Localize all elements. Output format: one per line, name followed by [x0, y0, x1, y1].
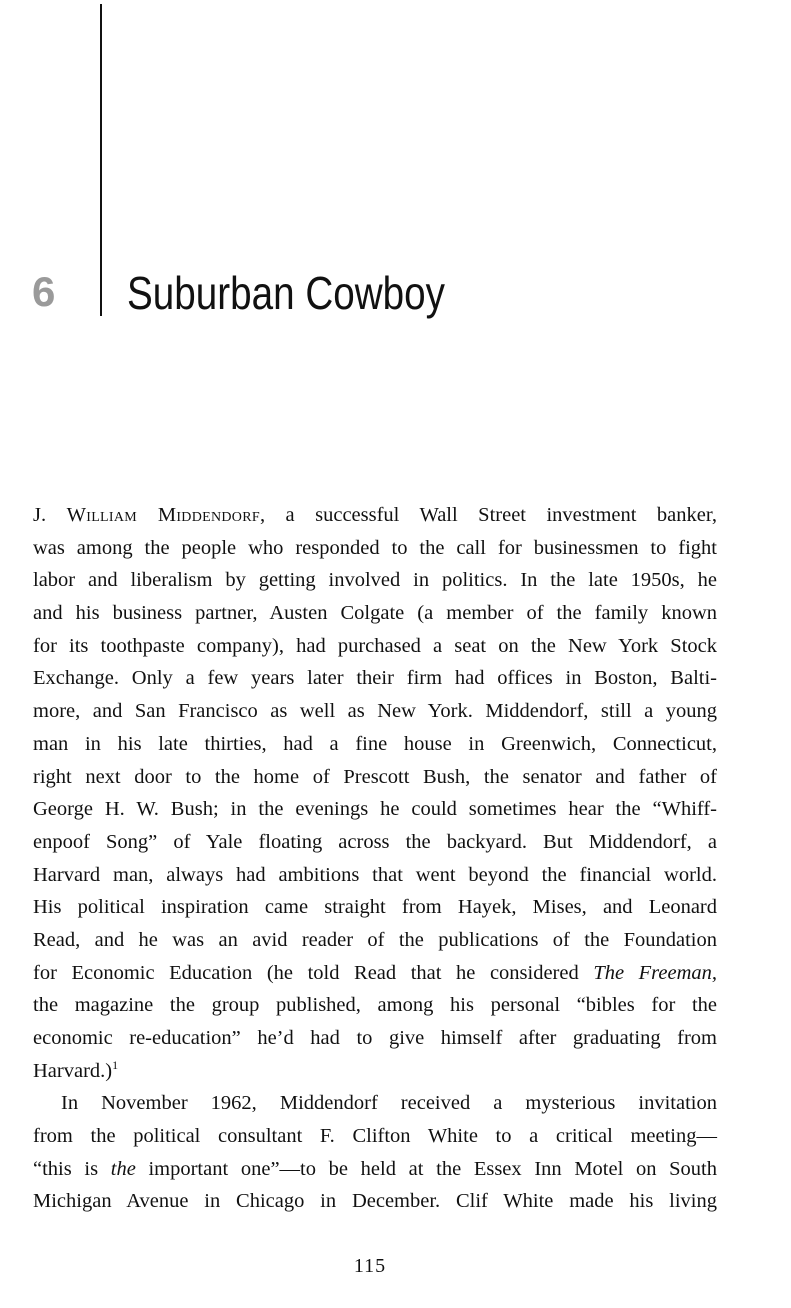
text-line: labor and liberalism by getting involved in politics. In the late 1950s, he — [33, 569, 717, 592]
text-line: for its toothpaste company), had purchased a seat on the New York Stock — [33, 634, 717, 657]
text-line: J. William Middendorf, a successful Wall Street investment banker, — [33, 504, 717, 526]
footnote-marker[interactable]: 1 — [112, 1057, 119, 1072]
text-line: was among the people who responded to the call for businessmen to fight — [33, 536, 717, 559]
body-text — [33, 499, 717, 1218]
lead-small-caps: William Middendorf — [66, 504, 260, 526]
text-line: In November 1962, Middendorf received a mysterious invitation — [61, 1092, 717, 1115]
chapter-rule — [100, 4, 102, 316]
text-line: George H. W. Bush; in the evenings he could sometimes hear the “Whiff- — [33, 798, 717, 821]
text-line: right next door to the home of Prescott Bush, the senator and father of — [33, 765, 717, 788]
emphasis-italic: the — [110, 1157, 136, 1180]
text-line: Read, and he was an avid reader of the publications of the Foundation — [33, 928, 717, 951]
book-title-italic: The Freeman, — [593, 961, 717, 984]
text-line: from the political consultant F. Clifton White to a critical meeting— — [33, 1125, 717, 1148]
text-line: for Economic Education (he told Read that he considered The Freeman, — [33, 961, 717, 984]
text-line: His political inspiration came straight from Hayek, Mises, and Leonard — [33, 896, 717, 919]
text-line: Michigan Avenue in Chicago in December. Clif White made his living — [33, 1190, 717, 1213]
chapter-title: Suburban Cowboy — [127, 267, 445, 319]
text-line: Harvard man, always had ambitions that went beyond the financial world. — [33, 863, 717, 886]
text-line: and his business partner, Austen Colgate (a member of the family known — [33, 602, 717, 625]
text-line: “this is the important one”—to be held at the Essex Inn Motel on South — [33, 1157, 717, 1180]
text-line: more, and San Francisco as well as New York. Middendorf, still a young — [33, 700, 717, 723]
text-line: economic re-education” he’d had to give himself after graduating from — [33, 1027, 717, 1049]
chapter-number: 6 — [32, 268, 56, 315]
text-line: the magazine the group published, among his personal “bibles for the — [33, 994, 717, 1017]
text-line: Exchange. Only a few years later their firm had offices in Boston, Balti- — [33, 667, 717, 690]
page-number: 115 — [353, 1255, 387, 1277]
text-line: man in his late thirties, had a fine house in Greenwich, Connecticut, — [33, 732, 717, 755]
text-line: enpoof Song” of Yale floating across the backyard. But Middendorf, a — [33, 830, 717, 853]
text-line: Harvard.)$^1$ — [33, 1057, 119, 1082]
